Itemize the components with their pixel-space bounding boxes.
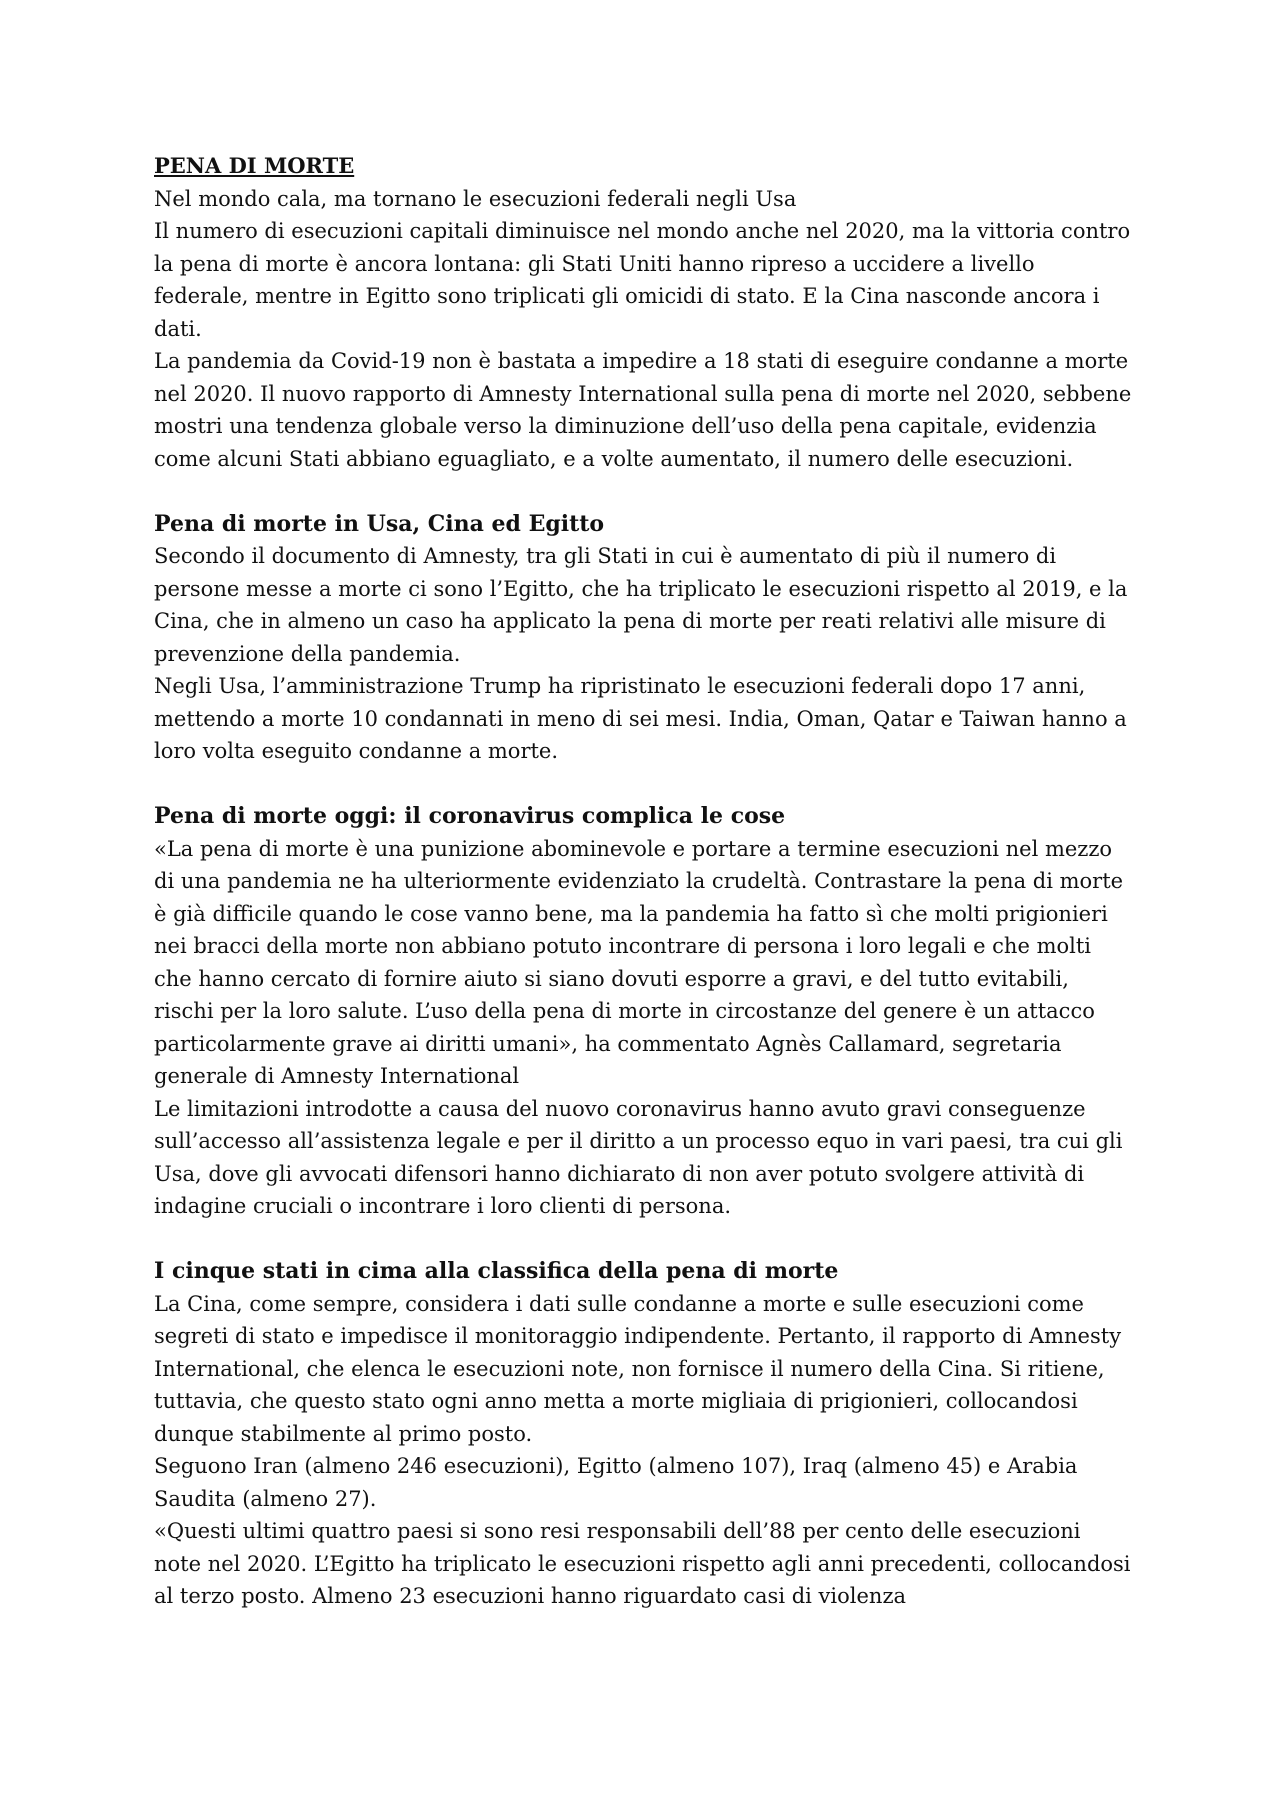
spacer — [154, 768, 1134, 801]
spacer — [154, 1223, 1134, 1256]
section-heading: Pena di morte oggi: il coronavirus complica le cose — [154, 803, 786, 829]
section-paragraph: Le limitazioni introdotte a causa del nuovo coronavirus hanno avuto gravi conseguenze sull’accesso all’assistenza legale e per il diritto a un processo equo in vari paesi, tra cui gli Usa, dove gli avvocati difensori hanno dichiarato di non aver potuto svolgere attività di indagine cruciali o incontrare i loro clienti di persona. — [154, 1096, 1123, 1218]
section-heading: I cinque stati in cima alla classifica della pena di morte — [154, 1258, 839, 1284]
document-title: PENA DI MORTE — [154, 153, 355, 178]
section-heading: Pena di morte in Usa, Cina ed Egitto — [154, 510, 605, 537]
document-page — [154, 150, 1134, 1613]
intro-paragraph: Il numero di esecuzioni capitali diminuisce nel mondo anche nel 2020, ma la vittoria contro la pena di morte è ancora lontana: gli Stati Uniti hanno ripreso a uccidere a livello federale, mentre in Egitto sono triplicati gli omicidi di stato. E la Cina nasconde ancora i dati. — [154, 219, 1131, 341]
section-paragraph: Secondo il documento di Amnesty, tra gli Stati in cui è aumentato di più il numero di persone messe a morte ci sono l’Egitto, che ha triplicato le esecuzioni rispetto al 2019, e la Cina, che in almeno un caso ha applicato la pena di morte per reati relativi alle misure di prevenzione della pandemia. — [154, 544, 1128, 666]
subtitle: Nel mondo cala, ma tornano le esecuzioni federali negli Usa — [154, 186, 797, 211]
section-paragraph: «La pena di morte è una punizione abominevole e portare a termine esecuzioni nel mezzo di una pandemia ne ha ulteriormente evidenziato la crudeltà. Contrastare la pena di morte è già difficile quando le cose vanno bene, ma la pandemia ha fatto sì che molti prigionieri nei bracci della morte non abbiano potuto incontrare di persona i loro legali e che molti che hanno cercato di fornire aiuto si siano dovuti esporre a gravi, e del tutto evitabili, rischi per la loro salute. L’uso della pena di morte in circostanze del genere è un attacco particolarmente grave ai diritti umani», ha commentato Agnès Callamard, segretaria generale di Amnesty International — [154, 836, 1124, 1088]
section-paragraph: Negli Usa, l’amministrazione Trump ha ripristinato le esecuzioni federali dopo 17 anni, mettendo a morte 10 condannati in meno di sei mesi. India, Oman, Qatar e Taiwan hanno a loro volta eseguito condanne a morte. — [154, 674, 1127, 763]
spacer — [154, 475, 1134, 508]
section-paragraph: «Questi ultimi quattro paesi si sono resi responsabili dell’88 per cento delle esecuzioni note nel 2020. L’Egitto ha triplicato le esecuzioni rispetto agli anni precedenti, collocandosi al terzo posto. Almeno 23 esecuzioni hanno riguardato casi di violenza — [154, 1519, 1131, 1608]
section-paragraph: La Cina, come sempre, considera i dati sulle condanne a morte e sulle esecuzioni come segreti di stato e impedisce il monitoraggio indipendente. Pertanto, il rapporto di Amnesty International, che elenca le esecuzioni note, non fornisce il numero della Cina. Si ritiene, tuttavia, che questo stato ogni anno metta a morte migliaia di prigionieri, collocandosi dunque stabilmente al primo posto. — [154, 1291, 1122, 1446]
intro-paragraph: La pandemia da Covid-19 non è bastata a impedire a 18 stati di eseguire condanne a morte nel 2020. Il nuovo rapporto di Amnesty International sulla pena di morte nel 2020, sebbene mostri una tendenza globale verso la diminuzione dell’uso della pena capitale, evidenzia come alcuni Stati abbiano eguagliato, e a volte aumentato, il numero delle esecuzioni. — [154, 349, 1132, 471]
section-paragraph: Seguono Iran (almeno 246 esecuzioni), Egitto (almeno 107), Iraq (almeno 45) e Arabia Saudita (almeno 27). — [154, 1454, 1078, 1511]
